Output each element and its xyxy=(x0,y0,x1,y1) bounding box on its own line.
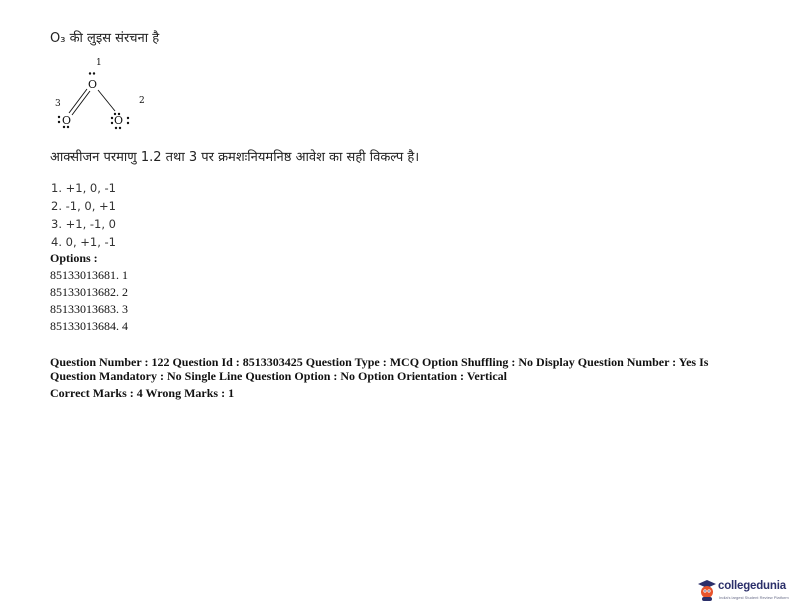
oxygen-atom-2: O xyxy=(114,114,124,127)
option-id: 85133013683. 3 xyxy=(50,302,128,316)
logo-tagline: India's largest Student Review Platform xyxy=(719,595,789,600)
question-metadata xyxy=(50,355,730,400)
double-bond-line xyxy=(69,89,87,113)
lone-pair-dots xyxy=(89,72,95,74)
choice-item: 2. -1, 0, +1 xyxy=(51,199,116,213)
graduate-mascot-icon xyxy=(697,578,717,602)
metadata-line: Question Number : 122 Question Id : 8513303425 Question Type : MCQ Option Shuffling : No Display Question Number : Yes Is xyxy=(50,355,709,369)
ozone-lewis-structure xyxy=(52,56,162,130)
option-id: 85133013681. 1 xyxy=(50,268,128,282)
question-title: O₃ की लुइस संरचना है xyxy=(50,31,160,46)
atom-label-1: 1 xyxy=(96,58,102,68)
collegedunia-logo xyxy=(697,578,789,604)
single-bond-line xyxy=(98,90,115,111)
oxygen-atom-3: O xyxy=(62,114,72,127)
logo-wordmark: collegedunia xyxy=(718,580,786,592)
double-bond-line xyxy=(72,91,90,115)
option-id: 85133013682. 2 xyxy=(50,285,128,299)
question-prompt: आक्सीजन परमाणु 1.2 तथा 3 पर क्रमशःनियमनिष्ठ आवेश का सही विकल्प है। xyxy=(50,150,420,165)
choice-item: 1. +1, 0, -1 xyxy=(51,181,116,195)
atom-label-2: 2 xyxy=(139,96,145,106)
oxygen-atom-1: O xyxy=(88,78,98,91)
choice-item: 4. 0, +1, -1 xyxy=(51,235,116,249)
option-id: 85133013684. 4 xyxy=(50,319,128,333)
marks-line: Correct Marks : 4 Wrong Marks : 1 xyxy=(50,386,235,400)
answer-choices xyxy=(51,179,116,251)
options-list xyxy=(50,250,128,335)
metadata-line: Question Mandatory : No Single Line Question Option : No Option Orientation : Vertical xyxy=(50,369,508,383)
choice-item: 3. +1, -1, 0 xyxy=(51,217,116,231)
options-header: Options : xyxy=(50,251,98,265)
atom-label-3: 3 xyxy=(55,99,61,109)
